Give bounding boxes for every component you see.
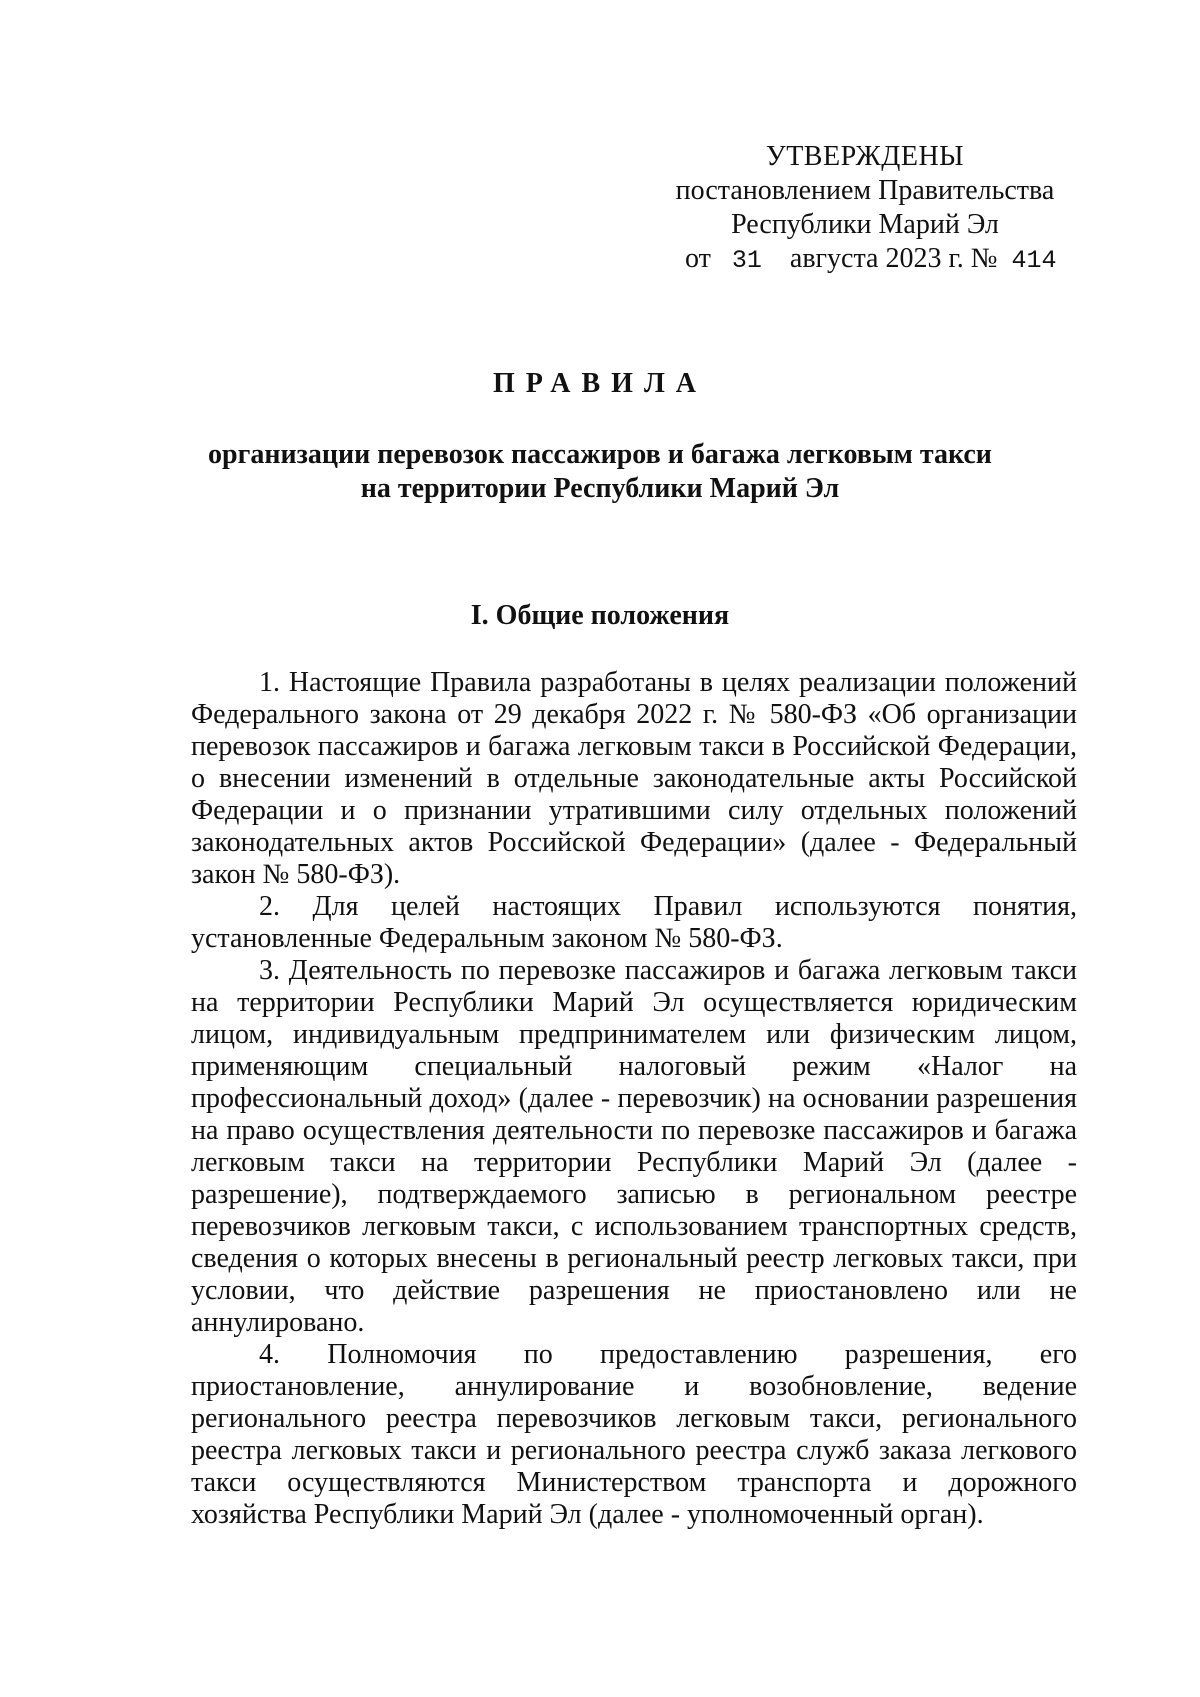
paragraph-3: 3. Деятельность по перевозке пассажиров и багажа легковым такси на территории Республики Марий Эл осуществляется юридическим лицом, индивидуальным предпринимателем или физическим лицом, применяющим специальный налоговый режим «Налог на профессиональный доход» (далее - перевозчик) на основании разрешения на право осуществления деятельности по перевозке пассажиров и багажа легковым такси на территории Республики Марий Эл (далее - разрешение), подтверждаемого записью в региональном реестре перевозчиков легковым такси, с использованием транспортных средств, сведения о которых внесены в региональный реестр легковых такси, при условии, что действие разрешения не приостановлено или не аннулировано. — [191, 955, 1077, 1338]
subtitle-line-1: организации перевозок пассажиров и багажа легковым такси — [208, 439, 992, 470]
section-body — [191, 667, 1077, 1531]
approval-date-line — [650, 242, 1080, 278]
document-title: ПРАВИЛА — [492, 368, 708, 399]
approval-line-2: Республики Марий Эл — [731, 209, 999, 240]
approval-stamp — [650, 140, 1080, 278]
paragraph-4: 4. Полномочия по предоставлению разрешения, его приостановление, аннулирование и возобновление, ведение регионального реестра перевозчиков легковым такси, регионального реестра легковых такси и регионального реестра служб заказа легкового такси осуществляются Министерством транспорта и дорожного хозяйства Республики Марий Эл (далее - уполномоченный орган). — [191, 1339, 1077, 1530]
approval-number: 414 — [1011, 246, 1057, 275]
paragraph-1: 1. Настоящие Правила разработаны в целях реализации положений Федерального закона от 29 декабря 2022 г. № 580-ФЗ «Об организации перевозок пассажиров и багажа легковым такси в Российской Федерации, о внесении изменений в отдельные законодательные акты Российской Федерации и о признании утратившими силу отдельных положений законодательных актов Российской Федерации» (далее - Федеральный закон № 580-ФЗ). — [191, 667, 1077, 890]
approval-date-rest: августа 2023 г. № — [789, 243, 998, 274]
approval-date-prefix: от — [685, 243, 711, 274]
approval-line-1: постановлением Правительства — [675, 175, 1055, 206]
document-subtitle — [0, 438, 1200, 506]
approval-day: 31 — [731, 246, 762, 275]
paragraph-2: 2. Для целей настоящих Правил используются понятия, установленные Федеральным законом № 580-ФЗ. — [191, 891, 1077, 954]
approval-title: УТВЕРЖДЕНЫ — [765, 141, 965, 172]
subtitle-line-2: на территории Республики Марий Эл — [360, 473, 840, 504]
section-heading: I. Общие положения — [470, 600, 730, 631]
